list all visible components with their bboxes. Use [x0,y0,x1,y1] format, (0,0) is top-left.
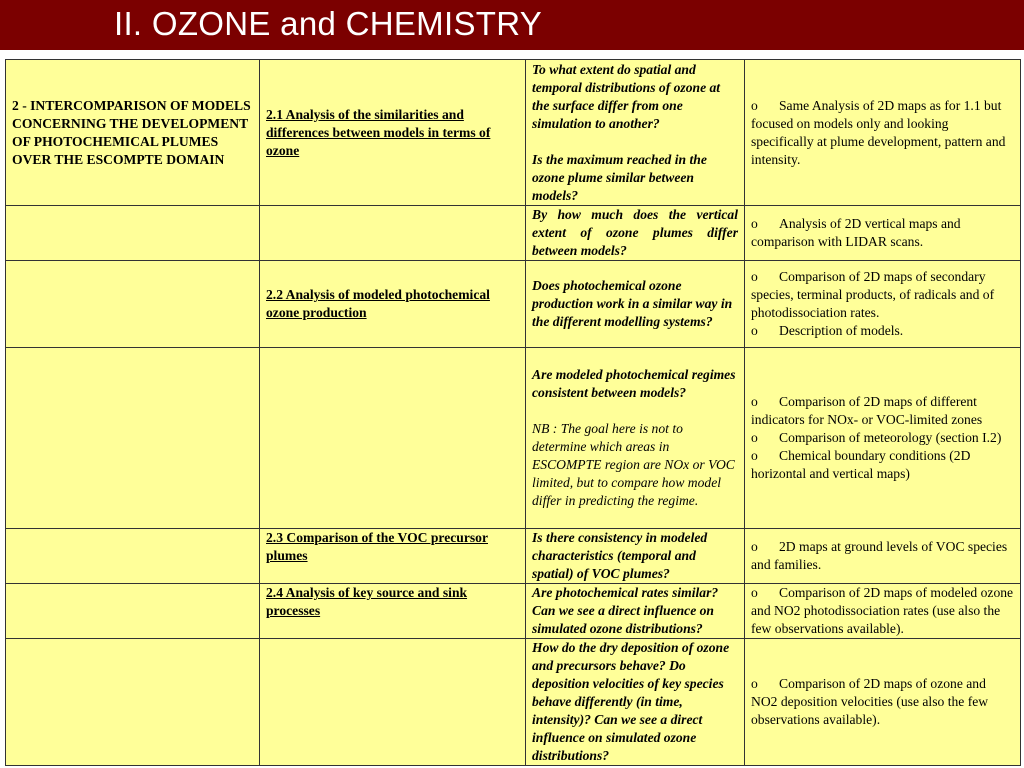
question-cell [526,206,745,261]
list-item: o Comparison of 2D maps of different indicators for NOx- or VOC-limited zones [751,394,983,427]
table-row [6,584,1021,639]
list-item: o Analysis of 2D vertical maps and comparison with LIDAR scans. [751,216,961,249]
topic-cell [6,639,260,766]
question-cell [526,60,745,206]
list-item: o Same Analysis of 2D maps as for 1.1 but focused on models only and looking specifically at plume development, pattern and intensity. [751,97,1006,167]
question-cell [526,261,745,348]
question-text: By how much does the vertical extent of ozone plumes differ between models? [532,207,738,258]
table-row [6,639,1021,766]
question-text: Does photochemical ozone production work in a similar way in the different modelling systems? [532,278,733,329]
question-text: Is there consistency in modeled characteristics (temporal and spatial) of VOC plumes? [532,530,708,581]
question-cell [526,348,745,529]
research-questions-table [5,59,1021,766]
list-item: o Description of models. [751,323,904,338]
topic-cell [6,584,260,639]
note-text: NB : The goal here is not to determine which areas in ESCOMPTE region are NOx or VOC limited, but to compare how model differ in predicting the regime. [532,421,735,508]
question-cell [526,529,745,584]
bullet-icon: o [751,97,758,113]
topic-cell [6,529,260,584]
analysis-cell: 2.3 Comparison of the VOC precursor plumes [260,529,526,584]
topic-cell [6,348,260,529]
question-text: Are photochemical rates similar? Can we see a direct influence on simulated ozone distributions? [532,585,719,636]
analysis-cell: 2.1 Analysis of the similarities and differences between models in terms of ozone [260,60,526,206]
bullet-icon: o [751,269,758,284]
question-text: Is the maximum reached in the ozone plume similar between models? [532,151,707,203]
table-row [6,206,1021,261]
list-item: o Comparison of 2D maps of modeled ozone and NO2 photodissociation rates (use also the few observations available). [751,585,1014,636]
bullet-icon: o [751,448,758,463]
bullet-icon: o [751,430,758,445]
bullet-icon: o [751,539,758,554]
analysis-cell: 2.2 Analysis of modeled photochemical ozone production [260,261,526,348]
list-item: o Chemical boundary conditions (2D horizontal and vertical maps) [751,448,971,481]
analysis-cell: 2.4 Analysis of key source and sink processes [260,584,526,639]
table-row [6,261,1021,348]
table-row [6,348,1021,529]
question-cell [526,584,745,639]
table-row [6,60,1021,206]
question-text: How do the dry deposition of ozone and precursors behave? Do deposition velocities of key species behave differently (in time, intensity)? Can we see a direct influence on simulated ozone distributions? [532,640,730,763]
table-row [6,529,1021,584]
method-cell [745,639,1021,766]
method-cell [745,206,1021,261]
topic-cell: 2 - INTERCOMPARISON OF MODELS CONCERNING THE DEVELOPMENT OF PHOTOCHEMICAL PLUMES OVER THE ESCOMPTE DOMAIN [6,60,260,206]
title-bar [0,0,1024,50]
method-cell [745,348,1021,529]
bullet-icon: o [751,585,758,600]
bullet-icon: o [751,216,758,231]
analysis-cell [260,206,526,261]
topic-cell [6,261,260,348]
question-text: Are modeled photochemical regimes consistent between models? [532,367,736,400]
slide-title: II. OZONE and CHEMISTRY [114,5,543,42]
list-item: o Comparison of 2D maps of secondary species, terminal products, of radicals and of photodissociation rates. [751,269,995,320]
method-cell [745,584,1021,639]
list-item: o Comparison of 2D maps of ozone and NO2 deposition velocities (use also the few observations available). [751,676,989,727]
bullet-icon: o [751,676,758,691]
topic-cell [6,206,260,261]
list-item: o 2D maps at ground levels of VOC species and families. [751,539,1008,572]
analysis-cell [260,639,526,766]
method-cell [745,529,1021,584]
method-cell [745,261,1021,348]
analysis-cell [260,348,526,529]
bullet-icon: o [751,323,758,338]
question-cell [526,639,745,766]
method-cell [745,60,1021,206]
question-text: To what extent do spatial and temporal distributions of ozone at the surface differ from one simulation to another? [532,61,721,131]
bullet-icon: o [751,394,758,409]
list-item: o Comparison of meteorology (section I.2) [751,430,1002,445]
